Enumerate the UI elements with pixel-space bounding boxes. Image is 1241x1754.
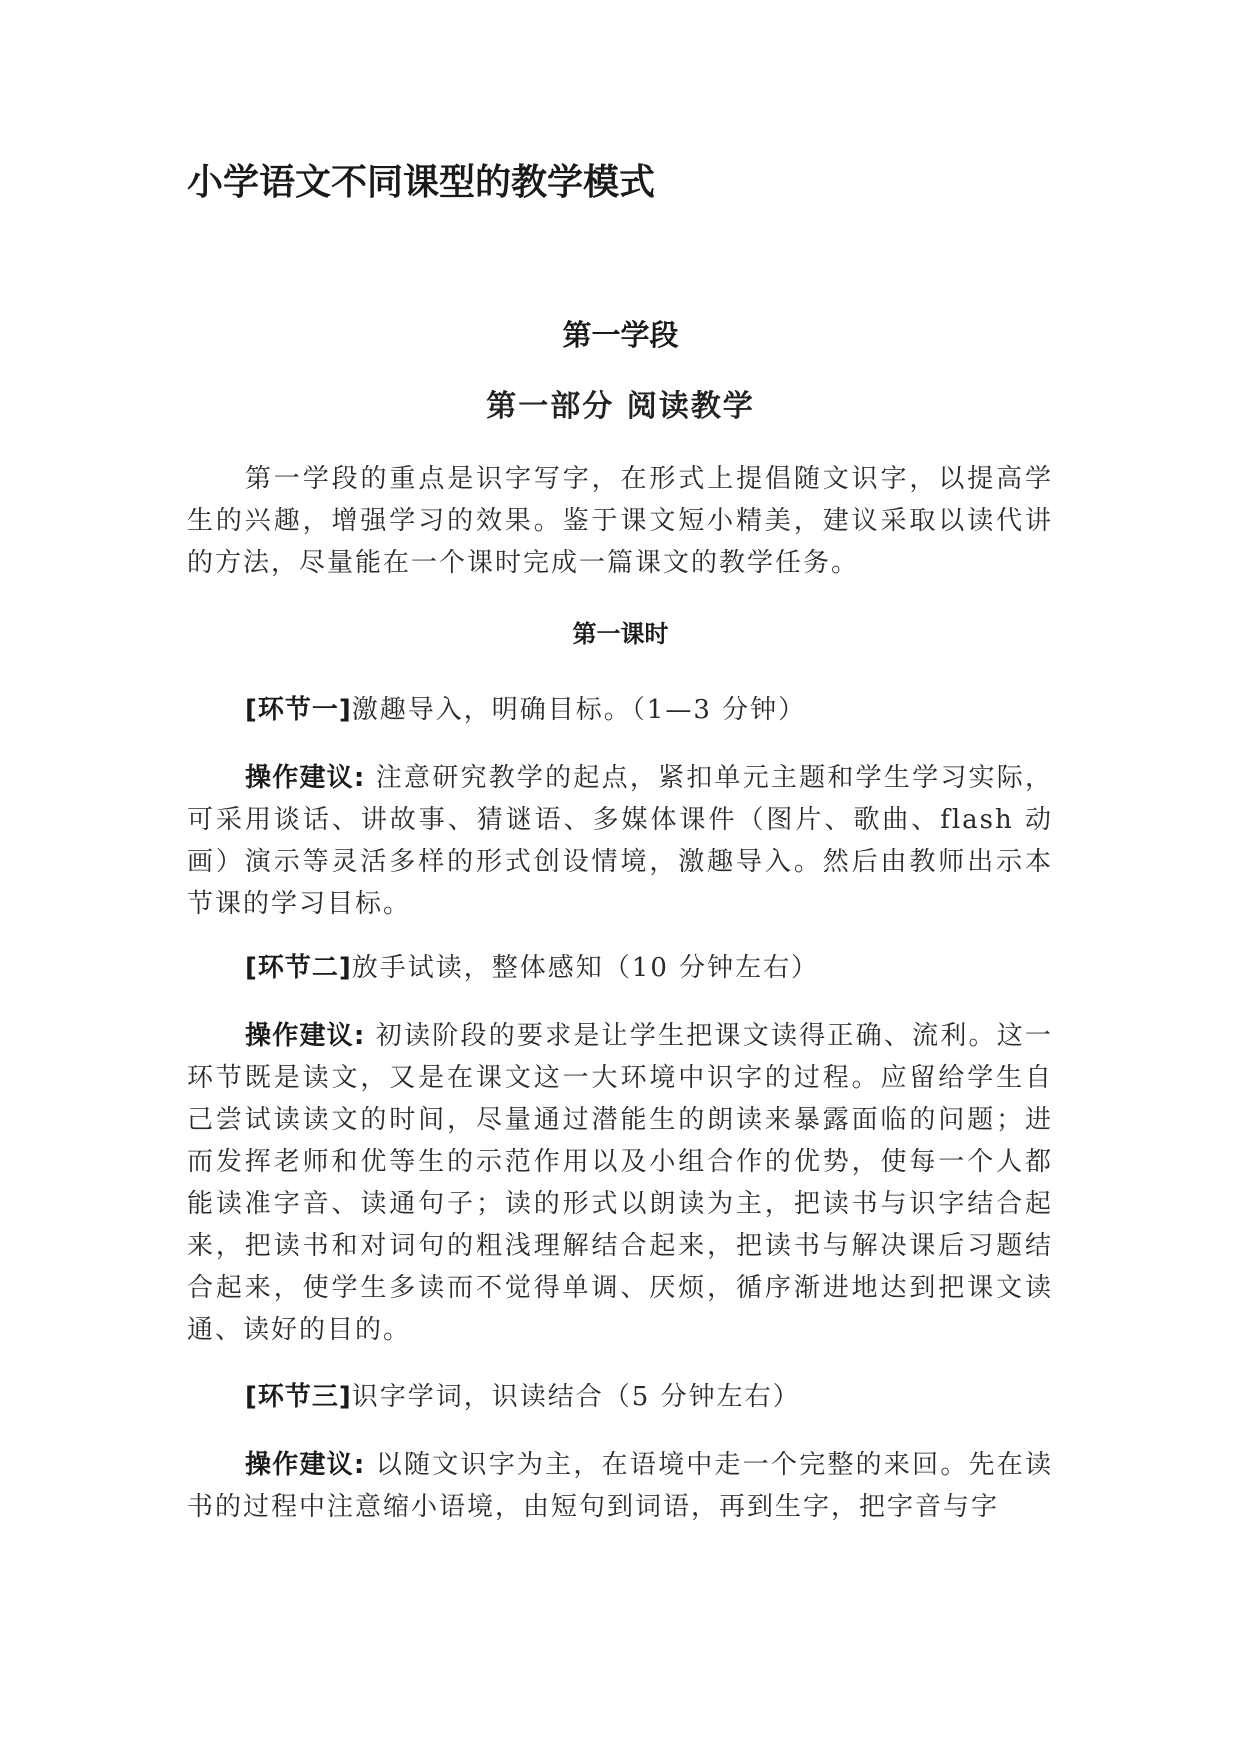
advice-label: 操作建议:	[245, 763, 366, 793]
lesson-title: 第一课时	[572, 620, 669, 648]
advice-label: 操作建议:	[245, 1450, 366, 1480]
advice-text: 注意研究教学的起点，紧扣单元主题和学生学习实际，可采用谈话、讲故事、猜谜语、多媒体课件（图片、歌曲、flash 动画）演示等灵活多样的形式创设情境，激趣导入。然后由教师出示本节课的学习目标。	[187, 763, 1053, 919]
step-text: 激趣导入，明确目标。（1—3 分钟）	[351, 695, 807, 725]
advice-text: 初读阶段的要求是让学生把课文读得正确、流利。这一环节既是读文，又是在课文这一大环境中识字的过程。应留给学生自己尝试读读文的时间，尽量通过潜能生的朗读来暴露面临的问题；进而发挥老师和优等生的示范作用以及小组合作的优势，使每一个人都能读准字音、读通句子；读的形式以朗读为主，把读书与识字结合起来，把读书和对词句的粗浅理解结合起来，把读书与解决课后习题结合起来，使学生多读而不觉得单调、厌烦，循序渐进地达到把课文读通、读好的目的。	[187, 1021, 1053, 1345]
intro-paragraph: 第一学段的重点是识字写字，在形式上提倡随文识字，以提高学生的兴趣，增强学习的效果。鉴于课文短小精美，建议采取以读代讲的方法，尽量能在一个课时完成一篇课文的教学任务。	[187, 464, 1053, 578]
step-heading	[245, 690, 806, 730]
step-tag: [环节一]	[245, 695, 352, 725]
advice-paragraph	[187, 1015, 1053, 1351]
part-title: 第一部分 阅读教学	[486, 389, 755, 424]
advice-paragraph	[187, 1444, 1053, 1528]
step-tag: [环节三]	[245, 1382, 352, 1412]
document-title: 小学语文不同课型的教学模式	[187, 162, 656, 203]
section-title: 第一学段	[562, 318, 679, 352]
step-text: 识字学词，识读结合（5 分钟左右）	[351, 1382, 801, 1412]
advice-text: 以随文识字为主，在语境中走一个完整的来回。先在读书的过程中注意缩小语境，由短句到词语，再到生字，把字音与字	[187, 1450, 1053, 1522]
step-tag: [环节二]	[245, 953, 352, 983]
step-heading	[245, 1377, 801, 1417]
advice-paragraph	[187, 757, 1053, 925]
step-text: 放手试读，整体感知（10 分钟左右）	[351, 953, 820, 983]
advice-label: 操作建议:	[245, 1021, 366, 1051]
step-heading	[245, 948, 819, 988]
